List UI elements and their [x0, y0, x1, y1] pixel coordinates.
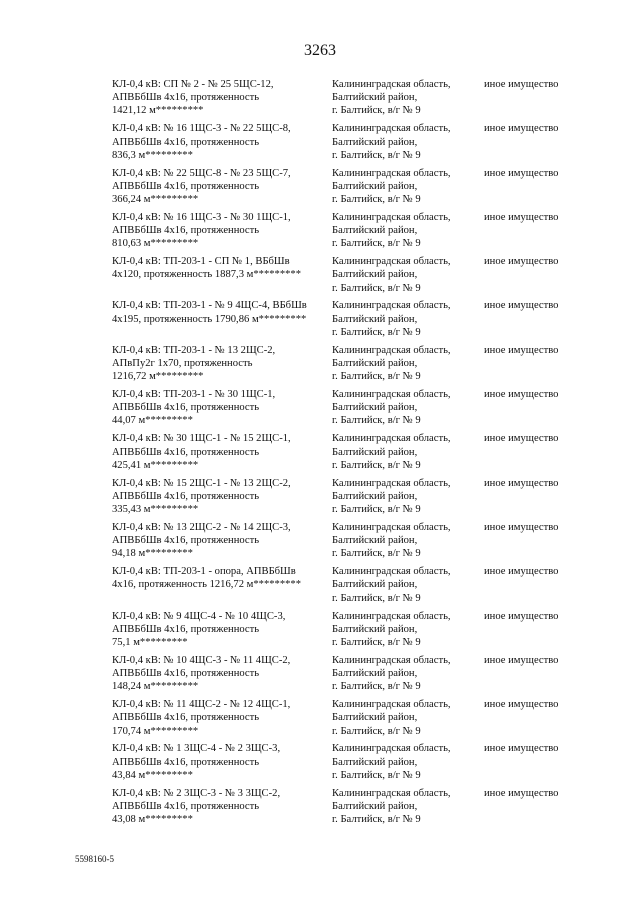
description-line: КЛ-0,4 кВ: ТП-203-1 - № 9 4ЩС-4, ВБбШв — [112, 300, 307, 312]
address-line: г. Балтийск, в/г № 9 — [332, 238, 421, 250]
description-line: 148,24 м********* — [112, 681, 199, 693]
description-line: КЛ-0,4 кВ: ТП-203-1 - № 13 2ЩС-2, — [112, 344, 276, 356]
table-row — [112, 211, 572, 255]
location-address — [332, 388, 484, 432]
description-line: АПВБбШв 4х16, протяженность — [112, 712, 260, 724]
property-type: иное имущество — [484, 743, 559, 755]
property-type: иное имущество — [484, 566, 559, 578]
address-line: Калининградская область, — [332, 389, 451, 401]
location-address — [332, 167, 484, 211]
description-line: АПВБбШв 4х16, протяженность — [112, 668, 260, 680]
address-line: Балтийский район, — [332, 756, 418, 768]
cable-description — [112, 565, 332, 609]
property-list — [112, 78, 572, 831]
description-line: 4х120, протяженность 1887,3 м********* — [112, 269, 302, 281]
table-row — [112, 432, 572, 476]
address-line: Балтийский район, — [332, 446, 418, 458]
description-line: 425,41 м********* — [112, 459, 199, 471]
location-address — [332, 432, 484, 476]
address-line: г. Балтийск, в/г № 9 — [332, 415, 421, 427]
address-line: Балтийский район, — [332, 668, 418, 680]
location-address — [332, 344, 484, 388]
description-line: КЛ-0,4 кВ: ТП-203-1 - № 30 1ЩС-1, — [112, 389, 276, 401]
cable-description — [112, 167, 332, 211]
cable-description — [112, 521, 332, 565]
description-line: 170,74 м********* — [112, 725, 199, 737]
table-row — [112, 299, 572, 343]
location-address — [332, 299, 484, 343]
description-line: КЛ-0,4 кВ: № 30 1ЩС-1 - № 15 2ЩС-1, — [112, 433, 291, 445]
address-line: Балтийский район, — [332, 180, 418, 192]
address-line: Балтийский район, — [332, 490, 418, 502]
description-line: КЛ-0,4 кВ: ТП-203-1 - опора, АПВБбШв — [112, 566, 296, 578]
address-line: Калининградская область, — [332, 256, 451, 268]
location-address — [332, 654, 484, 698]
description-line: КЛ-0,4 кВ: № 1 3ЩС-4 - № 2 3ЩС-3, — [112, 743, 281, 755]
location-address — [332, 742, 484, 786]
address-line: Калининградская область, — [332, 787, 451, 799]
page-number: 3263 — [304, 42, 336, 59]
description-line: АПВБбШв 4х16, протяженность — [112, 136, 260, 148]
cable-description — [112, 388, 332, 432]
description-line: 43,08 м********* — [112, 814, 193, 826]
table-row — [112, 344, 572, 388]
description-line: КЛ-0,4 кВ: № 22 5ЩС-8 - № 23 5ЩС-7, — [112, 167, 291, 179]
address-line: Калининградская область, — [332, 566, 451, 578]
address-line: г. Балтийск, в/г № 9 — [332, 725, 421, 737]
property-type: иное имущество — [484, 167, 559, 179]
address-line: Калининградская область, — [332, 123, 451, 135]
description-line: 1421,12 м********* — [112, 105, 204, 117]
description-line: 44,07 м********* — [112, 415, 193, 427]
address-line: г. Балтийск, в/г № 9 — [332, 105, 421, 117]
address-line: Калининградская область, — [332, 79, 451, 90]
address-line: г. Балтийск, в/г № 9 — [332, 459, 421, 471]
property-type: иное имущество — [484, 477, 559, 489]
location-address — [332, 698, 484, 742]
description-line: АПВБбШв 4х16, протяженность — [112, 490, 260, 502]
address-line: Балтийский район, — [332, 313, 418, 325]
property-type: иное имущество — [484, 389, 559, 401]
location-address — [332, 521, 484, 565]
address-line: г. Балтийск, в/г № 9 — [332, 326, 421, 338]
description-line: 366,24 м********* — [112, 194, 199, 205]
description-line: 836,3 м********* — [112, 149, 193, 161]
description-line: АПВБбШв 4х16, протяженность — [112, 756, 260, 768]
address-line: Балтийский район, — [332, 535, 418, 547]
table-row — [112, 255, 572, 299]
property-type: иное имущество — [484, 654, 559, 666]
description-line: АПВБбШв 4х16, протяженность — [112, 535, 260, 547]
address-line: Балтийский район, — [332, 225, 418, 237]
location-address — [332, 211, 484, 255]
description-line: КЛ-0,4 кВ: № 9 4ЩС-4 - № 10 4ЩС-3, — [112, 610, 286, 622]
table-row — [112, 521, 572, 565]
address-line: г. Балтийск, в/г № 9 — [332, 681, 421, 693]
location-address — [332, 255, 484, 299]
table-row — [112, 477, 572, 521]
property-type: иное имущество — [484, 433, 559, 445]
location-address — [332, 787, 484, 831]
description-line: КЛ-0,4 кВ: № 13 2ЩС-2 - № 14 2ЩС-3, — [112, 521, 291, 533]
description-line: 43,84 м********* — [112, 769, 193, 781]
description-line: 94,18 м********* — [112, 548, 193, 560]
address-line: Балтийский район, — [332, 357, 418, 369]
address-line: Калининградская область, — [332, 167, 451, 179]
property-type: иное имущество — [484, 300, 559, 312]
cable-description — [112, 255, 332, 299]
description-line: КЛ-0,4 кВ: № 10 4ЩС-3 - № 11 4ЩС-2, — [112, 654, 291, 666]
description-line: КЛ-0,4 кВ: ТП-203-1 - СП № 1, ВБбШв — [112, 256, 290, 268]
address-line: Балтийский район, — [332, 712, 418, 724]
address-line: г. Балтийск, в/г № 9 — [332, 149, 421, 161]
address-line: г. Балтийск, в/г № 9 — [332, 194, 421, 205]
cable-description — [112, 477, 332, 521]
property-type: иное имущество — [484, 79, 559, 90]
property-type: иное имущество — [484, 787, 559, 799]
description-line: 4х16, протяженность 1216,72 м********* — [112, 579, 302, 591]
property-type: иное имущество — [484, 699, 559, 711]
address-line: Балтийский район, — [332, 136, 418, 148]
property-type: иное имущество — [484, 123, 559, 135]
table-row — [112, 610, 572, 654]
description-line: КЛ-0,4 кВ: № 11 4ЩС-2 - № 12 4ЩС-1, — [112, 699, 291, 711]
description-line: АПвПу2г 1х70, протяженность — [112, 357, 253, 369]
address-line: г. Балтийск, в/г № 9 — [332, 769, 421, 781]
description-line: 75,1 м********* — [112, 636, 188, 648]
address-line: г. Балтийск, в/г № 9 — [332, 636, 421, 648]
description-line: 335,43 м********* — [112, 504, 199, 516]
address-line: Калининградская область, — [332, 743, 451, 755]
description-line: АПВБбШв 4х16, протяженность — [112, 92, 260, 104]
cable-description — [112, 654, 332, 698]
address-line: г. Балтийск, в/г № 9 — [332, 282, 421, 294]
table-row — [112, 787, 572, 831]
description-line: АПВБбШв 4х16, протяженность — [112, 402, 260, 414]
address-line: Балтийский район, — [332, 402, 418, 414]
description-line: КЛ-0,4 кВ: СП № 2 - № 25 5ЩС-12, — [112, 79, 274, 90]
address-line: Калининградская область, — [332, 654, 451, 666]
table-row — [112, 122, 572, 166]
description-line: АПВБбШв 4х16, протяженность — [112, 225, 260, 237]
address-line: г. Балтийск, в/г № 9 — [332, 371, 421, 383]
description-line: 4х195, протяженность 1790,86 м********* — [112, 313, 307, 325]
table-row — [112, 654, 572, 698]
table-row — [112, 565, 572, 609]
location-address — [332, 477, 484, 521]
location-address — [332, 565, 484, 609]
address-line: Калининградская область, — [332, 300, 451, 312]
address-line: г. Балтийск, в/г № 9 — [332, 548, 421, 560]
cable-description — [112, 299, 332, 343]
address-line: Калининградская область, — [332, 699, 451, 711]
address-line: г. Балтийск, в/г № 9 — [332, 814, 421, 826]
description-line: АПВБбШв 4х16, протяженность — [112, 800, 260, 812]
document-code: 5598160-5 — [75, 854, 114, 864]
table-row — [112, 388, 572, 432]
description-line: АПВБбШв 4х16, протяженность — [112, 180, 260, 192]
cable-description — [112, 122, 332, 166]
table-row — [112, 742, 572, 786]
property-type: иное имущество — [484, 211, 559, 223]
address-line: г. Балтийск, в/г № 9 — [332, 592, 421, 604]
cable-description — [112, 787, 332, 831]
address-line: Калининградская область, — [332, 433, 451, 445]
cable-description — [112, 344, 332, 388]
address-line: г. Балтийск, в/г № 9 — [332, 504, 421, 516]
property-type: иное имущество — [484, 344, 559, 356]
description-line: 1216,72 м********* — [112, 371, 204, 383]
description-line: АПВБбШв 4х16, протяженность — [112, 446, 260, 458]
description-line: КЛ-0,4 кВ: № 16 1ЩС-3 - № 30 1ЩС-1, — [112, 211, 291, 223]
address-line: Калининградская область, — [332, 211, 451, 223]
address-line: Калининградская область, — [332, 477, 451, 489]
description-line: 810,63 м********* — [112, 238, 199, 250]
cable-description — [112, 698, 332, 742]
table-row — [112, 698, 572, 742]
table-row — [112, 167, 572, 211]
table-row — [112, 78, 572, 122]
location-address — [332, 610, 484, 654]
address-line: Калининградская область, — [332, 521, 451, 533]
description-line: КЛ-0,4 кВ: № 2 3ЩС-3 - № 3 3ЩС-2, — [112, 787, 281, 799]
property-type: иное имущество — [484, 610, 559, 622]
address-line: Калининградская область, — [332, 344, 451, 356]
address-line: Балтийский район, — [332, 623, 418, 635]
location-address — [332, 78, 484, 122]
description-line: АПВБбШв 4х16, протяженность — [112, 623, 260, 635]
address-line: Балтийский район, — [332, 579, 418, 591]
property-type: иное имущество — [484, 256, 559, 268]
description-line: КЛ-0,4 кВ: № 16 1ЩС-3 - № 22 5ЩС-8, — [112, 123, 291, 135]
location-address — [332, 122, 484, 166]
description-line: КЛ-0,4 кВ: № 15 2ЩС-1 - № 13 2ЩС-2, — [112, 477, 291, 489]
cable-description — [112, 78, 332, 122]
cable-description — [112, 742, 332, 786]
address-line: Калининградская область, — [332, 610, 451, 622]
cable-description — [112, 432, 332, 476]
cable-description — [112, 610, 332, 654]
address-line: Балтийский район, — [332, 269, 418, 281]
property-type: иное имущество — [484, 521, 559, 533]
cable-description — [112, 211, 332, 255]
address-line: Балтийский район, — [332, 800, 418, 812]
address-line: Балтийский район, — [332, 92, 418, 104]
